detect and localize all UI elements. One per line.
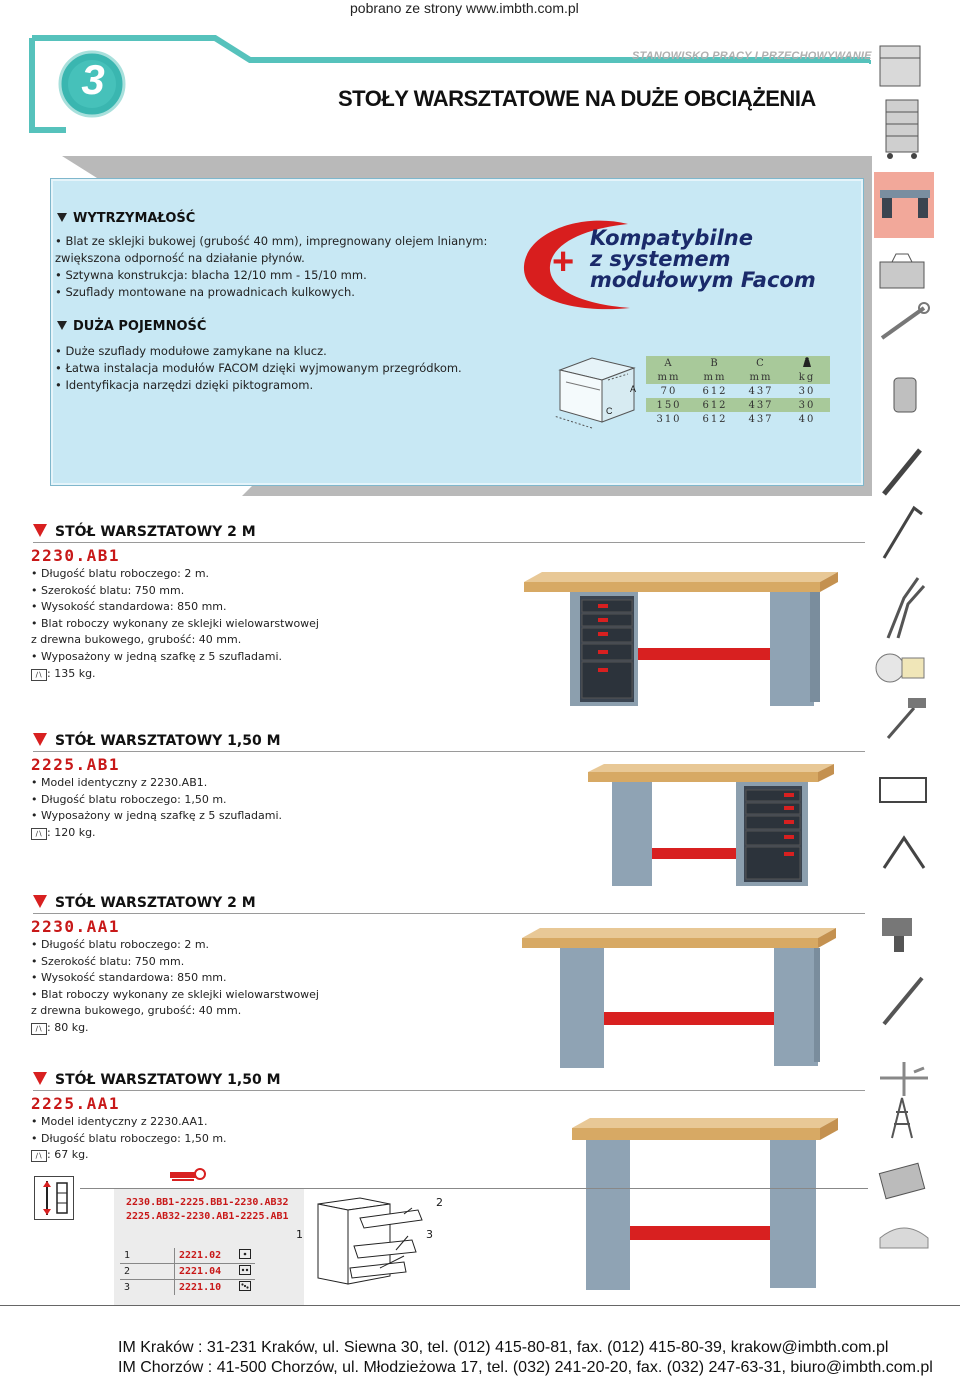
hex-key-icon — [884, 508, 922, 558]
product-code: 2225.AA1 — [31, 1094, 121, 1113]
product-code: 2225.AB1 — [31, 755, 121, 774]
feature-box — [50, 178, 864, 486]
triangle-icon — [33, 524, 47, 537]
screwdriver-icon — [884, 450, 920, 494]
table-row: 150 612 437 30 — [646, 398, 830, 412]
accessories-separator — [80, 1188, 868, 1189]
car-icon — [880, 1228, 928, 1248]
list-item: • Łatwa instalacja modułów FACOM dzięki wyjmowanym przegródkom. — [55, 361, 462, 375]
table-units-row: mm mm mm kg — [646, 370, 830, 384]
triangle-icon — [33, 733, 47, 746]
table-row: 3 2221.10 — [120, 1280, 255, 1296]
drawer-1-icon — [235, 1248, 255, 1264]
adjust-icon — [35, 1177, 73, 1219]
triangle-icon — [33, 895, 47, 908]
product-code: 2230.AB1 — [31, 546, 121, 565]
list-item: • Blat ze sklejki bukowej (grubość 40 mm), impregnowany olejem lnianym: — [55, 234, 488, 248]
accessory-table — [120, 1248, 255, 1295]
product-heading: STÓŁ WARSZTATOWY 2 M — [33, 524, 256, 540]
pipe-wrench-icon — [884, 978, 922, 1024]
callout-2: 2 — [436, 1196, 443, 1209]
puller-icon — [884, 838, 924, 868]
workbench-2225-ab1-image — [586, 762, 836, 892]
compatibility-text: Kompatybilne z systemem modułowym Facom — [590, 226, 816, 292]
divider — [33, 751, 865, 752]
list-item: • Duże szuflady modułowe zamykane na klucz. — [55, 344, 327, 358]
product-code: 2230.AA1 — [31, 917, 121, 936]
chapter-number: 3 — [81, 56, 105, 103]
product-spec-list: • Model identyczny z 2230.AA1. • Długość blatu roboczego: 1,50 m. ∕∖ : 67 kg. — [31, 1115, 227, 1162]
circuit-icon — [879, 1163, 924, 1198]
table-row: 310 612 437 40 — [656, 413, 816, 425]
divider — [33, 1090, 865, 1091]
product-heading: STÓŁ WARSZTATOWY 1,50 M — [33, 733, 281, 749]
compatible-models: 2230.BB1-2225.BB1-2230.AB32 2225.AB32-2230.AB1-2225.AB1 — [126, 1197, 289, 1222]
weight-symbol-icon: ∕∖ — [31, 1023, 47, 1035]
divider — [33, 913, 865, 914]
feature-list-strength — [55, 233, 525, 301]
weight-symbol-icon: ∕∖ — [31, 828, 47, 840]
toolbox-icon — [880, 254, 924, 288]
socket-icon — [894, 378, 916, 412]
drawer-3-icon — [235, 1280, 255, 1296]
list-item: • Szuflady montowane na prowadnicach kulkowych. — [55, 285, 355, 299]
pliers-icon — [888, 578, 924, 638]
tool-cart-icon — [886, 100, 918, 159]
tape-measure-icon — [876, 654, 924, 682]
table-header-row: A B C — [646, 356, 830, 370]
feature-heading-strength: WYTRZYMAŁOŚĆ — [57, 211, 195, 226]
hammer-icon — [888, 698, 926, 738]
product-heading: STÓŁ WARSZTATOWY 2 M — [33, 895, 256, 911]
section-tag: STANOWISKO PRACY I PRZECHOWYWANIE — [632, 50, 872, 62]
table-row: 2 2221.04 — [120, 1264, 255, 1280]
feature-list-capacity — [55, 343, 525, 394]
sidebar-icons — [874, 38, 934, 1298]
pylon-icon — [892, 1098, 912, 1138]
weight-symbol-icon: ∕∖ — [31, 1150, 47, 1162]
triangle-icon — [33, 1072, 47, 1085]
footer-rule — [0, 1305, 960, 1306]
list-item: • Identyfikacja narzędzi dzięki piktogramom. — [55, 378, 314, 392]
source-line: pobrano ze strony www.imbth.com.pl — [350, 0, 579, 16]
product-spec-list: • Długość blatu roboczego: 2 m. • Szerokość blatu: 750 mm. • Wysokość standardowa: 850 mm. • Blat roboczy wykonany ze sklejki wielowarstwowej z drewna bukowego, grubość: 40 mm. • Wyposażony w jedną szafkę z 5 szufladami. ∕∖ : 135 kg. — [31, 567, 319, 680]
table-row: 1 2221.02 — [120, 1248, 255, 1264]
triangle-icon — [57, 213, 67, 222]
table-row: 70 612 437 30 — [660, 385, 816, 397]
workbench-2225-aa1-image — [570, 1116, 840, 1296]
hacksaw-icon — [880, 778, 926, 802]
product-spec-list: • Długość blatu roboczego: 2 m. • Szerokość blatu: 750 mm. • Wysokość standardowa: 850 mm. • Blat roboczy wykonany ze sklejki wielowarstwowej z drewna bukowego, grubość: 40 mm. ∕∖ : 80 kg. — [31, 938, 319, 1034]
callout-1: 1 — [296, 1228, 303, 1241]
header-graphic — [0, 30, 875, 140]
weight-icon — [784, 356, 830, 370]
product-spec-list: • Model identyczny z 2230.AB1. • Długość blatu roboczego: 1,50 m. • Wyposażony w jedną szafkę z 5 szufladami. ∕∖ : 120 kg. — [31, 776, 283, 839]
page-title: STOŁY WARSZTATOWE NA DUŻE OBCIĄŻENIA — [338, 86, 816, 111]
drawer-2-icon — [235, 1264, 255, 1280]
triangle-icon — [57, 321, 67, 330]
drawer-dimensions-table — [646, 356, 830, 426]
workbench-2230-ab1-image — [520, 568, 840, 718]
footer-address-krakow: IM Kraków : 31-231 Kraków, ul. Siewna 30, tel. (012) 415-80-81, fax. (012) 415-80-39, krakow@imbth.com.pl — [118, 1339, 889, 1356]
workbench-2230-aa1-image — [518, 924, 838, 1074]
plus-icon: + — [552, 241, 575, 283]
aircraft-icon — [880, 1062, 928, 1096]
footer-address-chorzow: IM Chorzów : 41-500 Chorzów, ul. Młodzieżowa 17, tel. (032) 241-20-20, fax. (032) 247-63-31, biuro@imbth.com.pl — [118, 1359, 933, 1376]
diagram-label-a: A — [630, 384, 637, 394]
feature-heading-capacity: DUŻA POJEMNOŚĆ — [57, 319, 206, 334]
wrench-icon — [882, 303, 929, 338]
callout-3: 3 — [426, 1228, 433, 1241]
impact-wrench-icon — [882, 918, 912, 952]
accessory-icons — [34, 1176, 74, 1220]
tool-trolley-icon — [880, 46, 920, 86]
product-heading: STÓŁ WARSZTATOWY 1,50 M — [33, 1072, 281, 1088]
list-item: • Sztywna konstrukcja: blacha 12/10 mm - 15/10 mm. — [55, 268, 367, 282]
drawer-accessories-drawing — [300, 1196, 460, 1292]
category-sidebar — [874, 38, 934, 1298]
weight-symbol-icon: ∕∖ — [31, 669, 47, 681]
drawer-dimension-diagram — [552, 352, 642, 432]
divider — [33, 542, 865, 543]
drawer-pictogram-icon — [170, 1164, 206, 1184]
diagram-label-c: C — [606, 406, 613, 416]
list-item: zwiększona odporność na działanie płynów. — [55, 251, 305, 265]
